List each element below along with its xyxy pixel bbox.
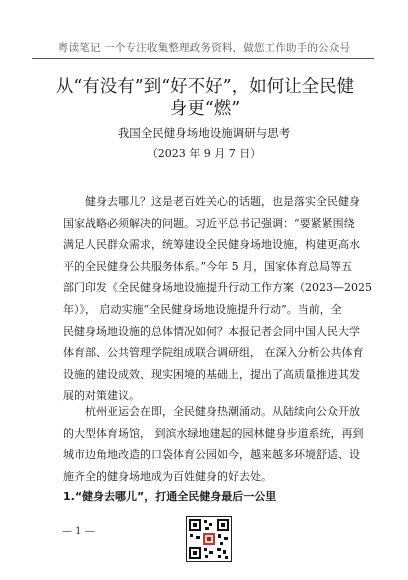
- header-rule: [32, 58, 374, 59]
- qr-code-icon: [187, 517, 231, 561]
- paragraph-line: 施齐全的健身场地成为百姓健身的好去处。: [63, 469, 272, 483]
- paragraph-2: [63, 401, 364, 487]
- paragraph-line: 平的全民健身公共服务体系。”今年 5 月，国家体育总局等五: [63, 259, 353, 273]
- paragraph-line: 国家战略必须解决的问题。习近平总书记强调：“要紧紧围绕: [63, 216, 355, 230]
- paragraph-line: 部门印发《全民健身场地设施提升行动工作方案（2023—2025: [63, 281, 372, 295]
- document-title: 从“有没有”到“好不好”，如何让全民健身更“燃”: [55, 77, 355, 119]
- paragraph-line: 设施的建设成效、现实困境的基础上，提出了高质量推进其发: [63, 367, 360, 381]
- page-header: 粤读笔记 一个专注收集整理政务资料，做您工作助手的公众号: [57, 42, 351, 54]
- paragraph-line: 年）》， 启动实施“全民健身场地设施提升行动”。当前，全: [63, 302, 342, 316]
- document-subtitle: 我国全民健身场地设施调研与思考: [117, 126, 291, 140]
- paragraph-line: 展的对策建议。: [63, 389, 140, 403]
- paragraph-1: [63, 191, 372, 407]
- document-date: （2023 年 9 月 7 日）: [146, 147, 262, 160]
- page-number: — 1 —: [62, 526, 95, 537]
- qr-code: [186, 516, 232, 562]
- paragraph-line: 满足人民群众需求，统筹建设全民健身场地设施，构建更高水: [63, 238, 360, 252]
- paragraph-line: 民健身场地设施的总体情况如何？本报记者会同中国人民大学: [63, 324, 360, 338]
- paragraph-line: 杭州亚运会在即，全民健身热潮涌动。从陆续向公众开放: [85, 405, 360, 418]
- paragraph-line: 的大型体育场馆， 到滨水绿地建起的园林健身步道系统，再到: [63, 426, 364, 440]
- paragraph-line: 健身去哪儿？这是老百姓关心的话题，也是落实全民健身: [85, 195, 360, 208]
- paragraph-line: 体育部、公共管理学院组成联合调研组， 在深入分析公共体育: [63, 346, 364, 360]
- section-heading: 1.“健身去哪儿”，打通全民健身最后一公里: [63, 490, 277, 503]
- paragraph-line: 城市边角地改造的口袋体育公园如今，越来越多环境舒适、设: [63, 448, 360, 462]
